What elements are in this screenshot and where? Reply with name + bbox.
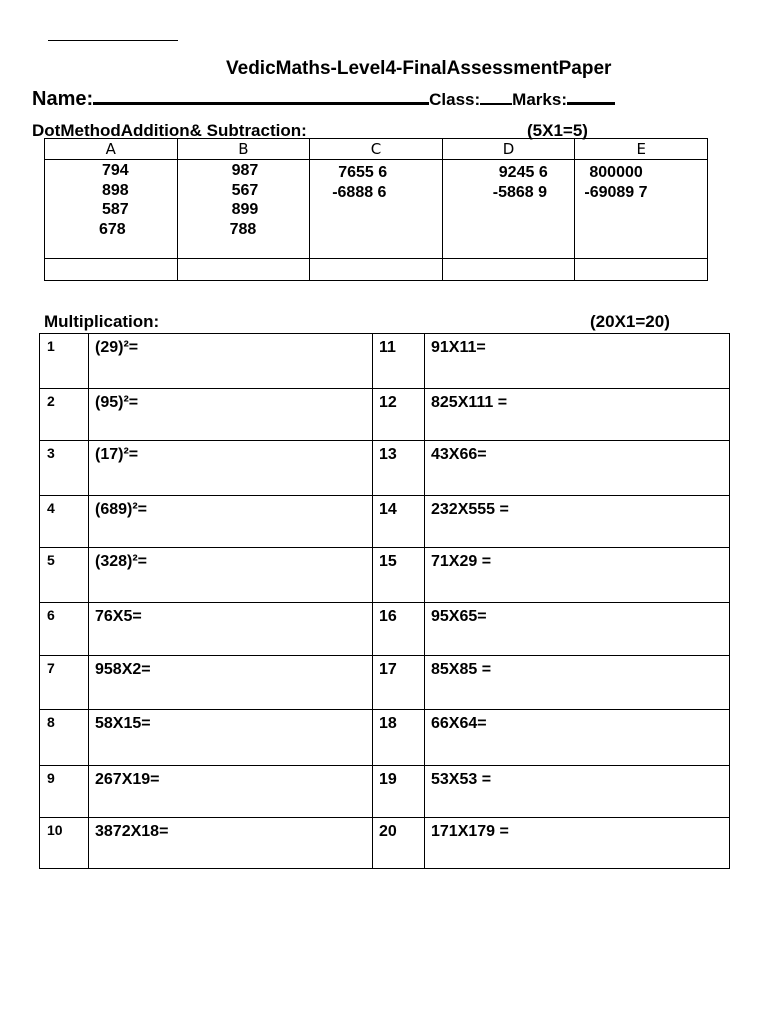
number: 898 xyxy=(102,181,129,199)
table-row xyxy=(40,334,730,389)
number: -5868 9 xyxy=(492,183,548,201)
question-text[interactable]: 43X66= xyxy=(425,441,730,496)
number: 567 xyxy=(231,181,259,199)
column-header-c: C xyxy=(310,139,443,160)
question-number: 7 xyxy=(40,656,89,710)
question-text[interactable]: 958X2= xyxy=(89,656,373,710)
name-field[interactable] xyxy=(93,92,429,105)
problem-cell-b xyxy=(177,160,310,259)
number: 794 xyxy=(102,162,129,179)
question-text[interactable]: (29)²= xyxy=(89,334,373,389)
question-number: 1 xyxy=(40,334,89,389)
number: 788 xyxy=(229,220,257,238)
table-row xyxy=(40,389,730,441)
question-number: 10 xyxy=(40,818,89,869)
multiplication-heading: Multiplication: xyxy=(44,312,160,331)
question-text[interactable]: 71X29 = xyxy=(425,548,730,603)
question-number: 3 xyxy=(40,441,89,496)
column-header-b: B xyxy=(177,139,310,160)
question-number: 15 xyxy=(373,548,425,603)
question-number: 4 xyxy=(40,496,89,548)
question-number: 9 xyxy=(40,766,89,818)
question-text[interactable]: 53X53 = xyxy=(425,766,730,818)
answer-cell-c[interactable] xyxy=(310,259,443,281)
table-row xyxy=(40,766,730,818)
page-title: VedicMaths-Level4-FinalAssessmentPaper xyxy=(226,58,612,79)
number: 678 xyxy=(99,220,126,238)
question-text[interactable]: 3872X18= xyxy=(89,818,373,869)
question-number: 5 xyxy=(40,548,89,603)
problem-cell-a xyxy=(45,160,178,259)
number: 899 xyxy=(231,201,259,218)
number: -6888 6 xyxy=(332,183,387,201)
number: -69089 7 xyxy=(584,183,648,201)
question-number: 12 xyxy=(373,389,425,441)
column-header-e: E xyxy=(575,139,708,160)
question-number: 16 xyxy=(373,603,425,656)
question-text[interactable]: 91X11= xyxy=(425,334,730,389)
answer-cell-a[interactable] xyxy=(45,259,178,281)
table-row xyxy=(40,603,730,656)
class-label: Class: xyxy=(429,90,481,109)
answer-cell-d[interactable] xyxy=(442,259,575,281)
question-number: 14 xyxy=(373,496,425,548)
question-text[interactable]: 267X19= xyxy=(89,766,373,818)
question-number: 2 xyxy=(40,389,89,441)
problem-cell-d xyxy=(442,160,575,259)
table-row xyxy=(40,656,730,710)
question-text[interactable]: (95)²= xyxy=(89,389,373,441)
question-text[interactable]: 58X15= xyxy=(89,710,373,766)
name-label: Name: xyxy=(32,88,94,110)
marks-label: Marks: xyxy=(512,90,567,109)
dot-method-table xyxy=(44,138,708,281)
table-row xyxy=(40,710,730,766)
question-text[interactable]: 76X5= xyxy=(89,603,373,656)
question-number: 11 xyxy=(373,334,425,389)
table-row xyxy=(40,496,730,548)
table-row xyxy=(40,818,730,869)
multiplication-table xyxy=(39,333,730,869)
column-header-a: A xyxy=(45,139,178,160)
question-text[interactable]: 232X555 = xyxy=(425,496,730,548)
addition-marks: (5X1=5) xyxy=(527,121,588,140)
problem-cell-e xyxy=(575,160,708,259)
number: 9245 6 xyxy=(498,164,548,181)
question-number: 17 xyxy=(373,656,425,710)
question-text[interactable]: 825X111 = xyxy=(425,389,730,441)
question-text[interactable]: (17)²= xyxy=(89,441,373,496)
student-info-row xyxy=(32,88,615,111)
question-number: 19 xyxy=(373,766,425,818)
number: 7655 6 xyxy=(338,164,388,181)
question-text[interactable]: 66X64= xyxy=(425,710,730,766)
question-text[interactable]: (328)²= xyxy=(89,548,373,603)
question-text[interactable]: 85X85 = xyxy=(425,656,730,710)
number: 987 xyxy=(231,162,259,179)
number: 800000 xyxy=(589,164,643,181)
table-row xyxy=(40,441,730,496)
class-field[interactable] xyxy=(480,93,512,105)
addition-heading: DotMethodAddition& Subtraction: xyxy=(32,121,307,140)
marks-field[interactable] xyxy=(567,92,615,105)
answer-cell-e[interactable] xyxy=(575,259,708,281)
question-text[interactable]: 95X65= xyxy=(425,603,730,656)
question-number: 18 xyxy=(373,710,425,766)
question-number: 8 xyxy=(40,710,89,766)
column-header-d: D xyxy=(442,139,575,160)
multiplication-marks: (20X1=20) xyxy=(590,312,670,331)
table-row xyxy=(40,548,730,603)
question-number: 20 xyxy=(373,818,425,869)
answer-cell-b[interactable] xyxy=(177,259,310,281)
number: 587 xyxy=(102,201,129,218)
question-text[interactable]: (689)²= xyxy=(89,496,373,548)
question-number: 6 xyxy=(40,603,89,656)
problem-cell-c xyxy=(310,160,443,259)
top-rule xyxy=(48,40,178,41)
question-number: 13 xyxy=(373,441,425,496)
question-text[interactable]: 171X179 = xyxy=(425,818,730,869)
